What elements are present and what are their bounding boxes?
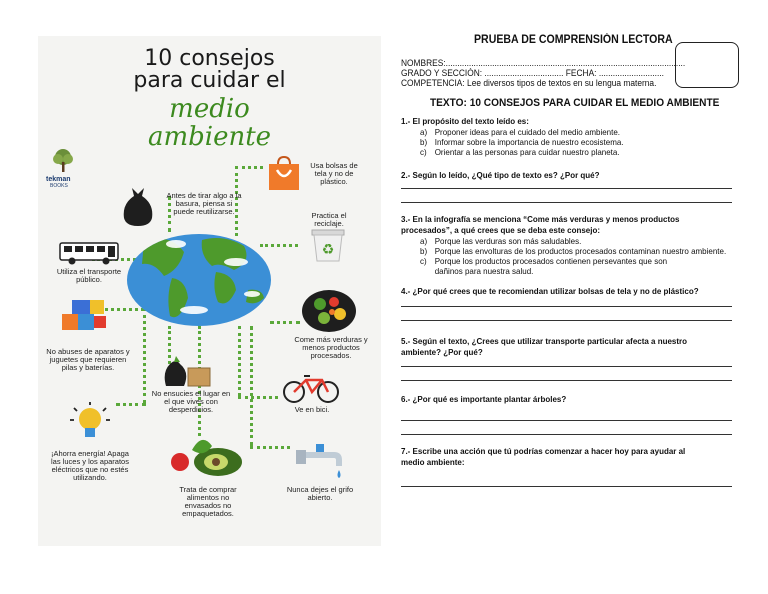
question-1: 1.- El propósito del texto leído es: <box>401 116 529 126</box>
connector <box>250 446 290 449</box>
tip-bags-label: Usa bolsas de tela y no de plástico. <box>310 161 358 186</box>
option-key: a) <box>420 127 428 137</box>
answer-line[interactable] <box>401 486 732 487</box>
text-title: TEXTO: 10 CONSEJOS PARA CUIDAR EL MEDIO AMBIENTE <box>430 97 720 109</box>
question-7: 7.- Escribe una acción que tú podrías comenzar a hacer hoy para ayudar al medio ambiente: <box>401 446 686 467</box>
light-bulb-icon <box>68 402 112 444</box>
q1-option-c[interactable] <box>420 147 696 157</box>
option-key: c) <box>420 147 427 157</box>
option-key: b) <box>420 246 428 256</box>
tip-litter-label: No ensucies el lugar en el que vives con desperdicios. <box>151 389 231 414</box>
vegetable-plate-icon <box>300 288 358 334</box>
option-text: Porque las envolturas de los productos procesados contaminan nuestro ambiente. <box>434 246 727 256</box>
trash-bag-icon <box>120 182 156 226</box>
question-2: 2.- Según lo leído, ¿Qué tipo de texto es? ¿Por qué? <box>401 170 600 180</box>
svg-text:♻: ♻ <box>321 242 335 258</box>
shopping-bag-icon <box>266 156 302 192</box>
connector <box>235 166 263 169</box>
infographic-title-line1: 10 consejos <box>144 46 275 71</box>
tip-veggies-label: Come más verduras y menos productos procesados. <box>294 335 368 360</box>
grade-date-field[interactable]: GRADO Y SECCIÓN: .................................. FECHA: ............................ <box>401 68 664 78</box>
answer-line[interactable] <box>401 188 732 189</box>
test-title: PRUEBA DE COMPRENSIÓN LECTORA <box>474 34 673 46</box>
tip-tap-label: Nunca dejes el grifo abierto. <box>286 485 354 502</box>
question-4: 4.- ¿Por qué crees que te recomiendan utilizar bolsas de tela y no de plástico? <box>401 286 699 296</box>
connector <box>238 396 278 399</box>
q1-option-b[interactable] <box>420 137 696 147</box>
connector <box>116 403 146 406</box>
infographic <box>38 36 381 546</box>
recycle-bin-icon <box>308 228 348 262</box>
connector <box>250 326 253 446</box>
tip-recycle-label: Practica el reciclaje. <box>311 211 347 228</box>
question-3: 3.- En la infografía se menciona “Come más verduras y menos productos procesados”, a qué crees que se deba este consejo: <box>401 214 680 235</box>
q1-option-a[interactable] <box>420 127 696 137</box>
answer-line[interactable] <box>401 434 732 435</box>
answer-line[interactable] <box>401 420 732 421</box>
question-6: 6.- ¿Por qué es importante plantar árboles? <box>401 394 567 404</box>
tip-trash-label: Antes de tirar algo a la basura, piensa si puede reutilizarse. <box>166 191 242 216</box>
option-text: Informar sobre la importancia de nuestro ecosistema. <box>434 137 624 147</box>
answer-line[interactable] <box>401 306 732 307</box>
answer-line[interactable] <box>401 380 732 381</box>
litter-bags-icon <box>162 354 214 388</box>
tip-bike-label: Ve en bici. <box>294 405 330 414</box>
q3-option-b[interactable] <box>420 246 727 256</box>
option-text: Porque los productos procesados contienen persevantes que son dañinos para nuestra salud. <box>434 256 668 276</box>
option-key: a) <box>420 236 428 246</box>
tip-toys-label: No abuses de aparatos y juguetes que requieren pilas y baterías. <box>46 347 130 372</box>
tree-logo-icon <box>50 148 76 174</box>
infographic-title-line2: para cuidar el <box>133 68 286 93</box>
infographic-title-line3: medio <box>169 94 250 124</box>
answer-line[interactable] <box>401 366 732 367</box>
q3-option-a[interactable] <box>420 236 705 246</box>
tip-bus-label: Utiliza el transporte público. <box>56 267 122 284</box>
bicycle-icon <box>282 372 340 404</box>
logo-sub: BOOKS <box>50 183 68 189</box>
connector <box>238 326 241 396</box>
competency-text: COMPETENCIA: Lee diversos tipos de textos en su lengua materna. <box>401 78 657 88</box>
option-text: Orientar a las personas para cuidar nuestro planeta. <box>434 147 620 157</box>
answer-line[interactable] <box>401 320 732 321</box>
connector <box>270 321 300 324</box>
answer-line[interactable] <box>401 202 732 203</box>
logo-name: tekman <box>46 176 71 183</box>
toy-blocks-icon <box>58 292 108 336</box>
q3-option-c[interactable] <box>420 256 705 276</box>
option-key: c) <box>420 256 427 266</box>
tip-food-label: Trata de comprar alimentos no envasados no empaquetados. <box>179 485 237 518</box>
earth-globe-icon <box>124 232 274 328</box>
water-tap-icon <box>294 440 348 482</box>
tip-light-label: ¡Ahorra energía! Apaga las luces y los aparatos eléctricos que no estés utilizando. <box>51 449 129 482</box>
question-5: 5.- Según el texto, ¿Crees que utilizar transporte particular afecta a nuestro ambiente? ¿Por qué? <box>401 336 688 357</box>
option-key: b) <box>420 137 428 147</box>
option-text: Proponer ideas para el cuidado del medio ambiente. <box>434 127 620 137</box>
bus-icon <box>58 240 122 266</box>
option-text: Porque las verduras son más saludables. <box>434 236 582 246</box>
fresh-food-icon <box>170 432 248 480</box>
names-field[interactable]: NOMBRES:....................................................................................................... <box>401 58 686 68</box>
infographic-title-line4: ambiente <box>147 122 272 152</box>
